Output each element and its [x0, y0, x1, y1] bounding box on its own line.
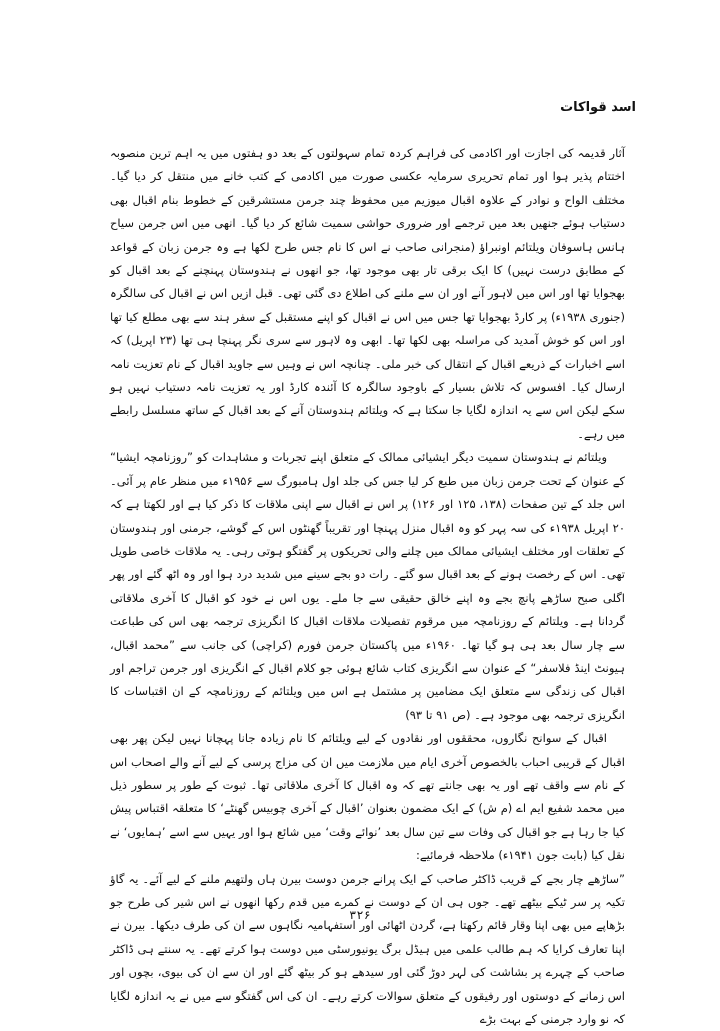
running-header: اسد قواکات [560, 100, 636, 115]
body-text [110, 142, 625, 1031]
paragraph: ویلتائم نے ہندوستان سمیت دیگر ایشیائی ممالک کے متعلق اپنے تجربات و مشاہدات کو ”روزنامچہ ایشیا“ کے عنوان کے تحت جرمن زبان میں طبع کر لیا جس کی جلد اول ہامبورگ سے ۱۹۵۶ء میں منظر عام پر آئی۔ اس جلد کے تین صفحات (۱۳۸، ۱۲۵ اور ۱۲۶) پر اس نے اقبال سے اپنی ملاقات کا ذکر کیا ہے اور لکھتا ہے کہ ۲۰ اپریل ۱۹۳۸ء کی سہ پہر کو وہ اقبال منزل پہنچا اور تقریباً گھنٹوں اس کے گوشے، جرمنی اور ہندوستان کے تعلقات اور مختلف ایشیائی ممالک میں چلنے والی تحریکوں پر گفتگو ہوتی رہی۔ یہ ملاقات خاصی طویل تھی۔ اس کے رخصت ہونے کے بعد اقبال سو گئے۔ رات دو بجے سینے میں شدید درد ہوا اور وہ اٹھ گئے اور پھر اگلی صبح ساڑھے پانچ بجے وہ اپنے خالق حقیقی سے جا ملے۔ یوں اس نے خود کو اقبال کا آخری ملاقاتی گردانا ہے۔ ویلتائم کے روزنامچہ میں مرقوم تفصیلات ملاقات اقبال کا انگریزی ترجمہ بھی اس کی طباعت سے چار سال بعد ہی ہو گیا تھا۔ ۱۹۶۰ء میں پاکستان جرمن فورم (کراچی) کی جانب سے ”محمد اقبال، ہیونٹ اینڈ فلاسفر“ کے عنوان سے انگریزی کتاب شائع ہوئی جو کلام اقبال کے انگریزی اور جرمن تراجم اور اقبال کی زندگی سے متعلق ایک مضامین پر مشتمل ہے اس میں ویلتائم کے روزنامچہ کے ان اقتباسات کا انگریزی ترجمہ بھی موجود ہے۔ (ص ۹۱ تا ۹۳) [110, 450, 625, 722]
block-quote: ”ساڑھے چار بجے کے قریب ڈاکٹر صاحب کے ایک پرانے جرمن دوست بیرن ہاں ولتھیم ملنے کے لیے آئے۔ یہ گاؤ تکیہ پر سر ٹیکے بیٹھے تھے۔ جوں ہی ان کے دوست نے کمرے میں قدم رکھا انھوں نے اس شیر کی طرح جو بڑھاپے میں بھی اپنا وقار قائم رکھتا ہے، گردن اٹھائی اور استفہامیہ نگاہوں سے ان کی طرف دیکھا۔ بیرن نے اپنا تعارف کرایا کہ ہم طالب علمی میں ہیڈل برگ یونیورسٹی میں دوست ہوا کرتے تھے۔ یہ سنتے ہی ڈاکٹر صاحب کے چہرے پر بشاشت کی لہر دوڑ گئی اور سیدھے ہو کر بیٹھ گئے اور ان سے ان کی بیوی، بچوں اور اس زمانے کے دوستوں اور رفیقوں کے متعلق سوالات کرتے رہے۔ ان کی اس گفتگو سے میں نے یہ اندازہ لگایا کہ نو وارد جرمنی کے بہت بڑے [110, 871, 625, 1027]
page-number: ۳۲۶ [349, 908, 371, 922]
paragraph: اقبال کے سوانح نگاروں، محققوں اور نقادوں کے لیے ویلتائم کا نام زیادہ جانا پہچانا نہیں لیکن پھر بھی اقبال کے قریبی احباب بالخصوص آخری ایام میں ملازمت میں ان کی مزاج پرسی کے لیے آنے والے اصحاب اس کے نام سے واقف تھے اور یہ بھی جانتے تھے کہ وہ اقبال کا آخری ملاقاتی تھا۔ ثبوت کے طور پر سطور ذیل میں محمد شفیع ایم اے (م ش) کے ایک مضمون بعنوان ’اقبال کے آخری چوبیس گھنٹے‘ کا متعلقہ اقتباس پیش کیا جا رہا ہے جو اقبال کی وفات سے تین سال بعد ’نوائے وقت‘ میں شائع ہوا اور یہیں سے اسے ’ہمایوں‘ نے نقل کیا (بابت جون ۱۹۴۱ء) ملاحظہ فرمائیے: [110, 731, 625, 863]
paragraph: آثار قدیمہ کی اجازت اور اکادمی کی فراہم کردہ تمام سہولتوں کے بعد دو ہفتوں میں یہ اہم ترین منصوبہ اختتام پذیر ہوا اور تمام تحریری سرمایہ عکسی صورت میں اکادمی کے کتب خانے میں منتقل کر دیا گیا۔ مختلف الواح و نوادر کے علاوہ اقبال میوزیم میں محفوظ چند جرمن مستشرقین کے خطوط بنام اقبال بھی دستیاب ہوئے جنھیں بعد میں ترجمے اور ضروری حواشی سمیت شائع کر دیا گیا۔ انھی میں اس جرمن سیاح ہانس ہاسوفان ویلتائم اونبراؤ (منجرانی صاحب نے اس کا نام جس طرح لکھا ہے وہ جرمن زبان کے قواعد کے مطابق درست نہیں) کا ایک برقی تار بھی موجود تھا، جو انھوں نے ہندوستان پہنچنے کے بعد اقبال کو بھجوایا تھا اور اس میں لاہور آنے اور ان سے ملنے کی اطلاع دی گئی تھی۔ قبل ازیں اس نے اقبال کی سالگرہ (جنوری ۱۹۳۸ء) پر کارڈ بھجوایا تھا جس میں اس نے اقبال کو اپنے مستقبل کے سفر ہند سے بھی مطلع کیا تھا اور اس کو خوش آمدید کی مراسلہ بھی لکھا تھا۔ ابھی وہ لاہور سے سری نگر پہنچا ہی تھا (۲۳ اپریل) کہ اسے اخبارات کے ذریعے اقبال کے انتقال کی خبر ملی۔ چنانچہ اس نے وہیں سے جاوید اقبال کے نام تعزیت نامہ ارسال کیا۔ افسوس کہ تلاش بسیار کے باوجود سالگرہ کا آئندہ کارڈ اور یہ تعزیت نامہ دستیاب نہیں ہو سکے لیکن اس سے یہ اندازہ لگایا جا سکتا ہے کہ ویلتائم ہندوستان آنے کے بعد اقبال کے ساتھ مسلسل رابطے میں رہے۔ [110, 146, 626, 441]
